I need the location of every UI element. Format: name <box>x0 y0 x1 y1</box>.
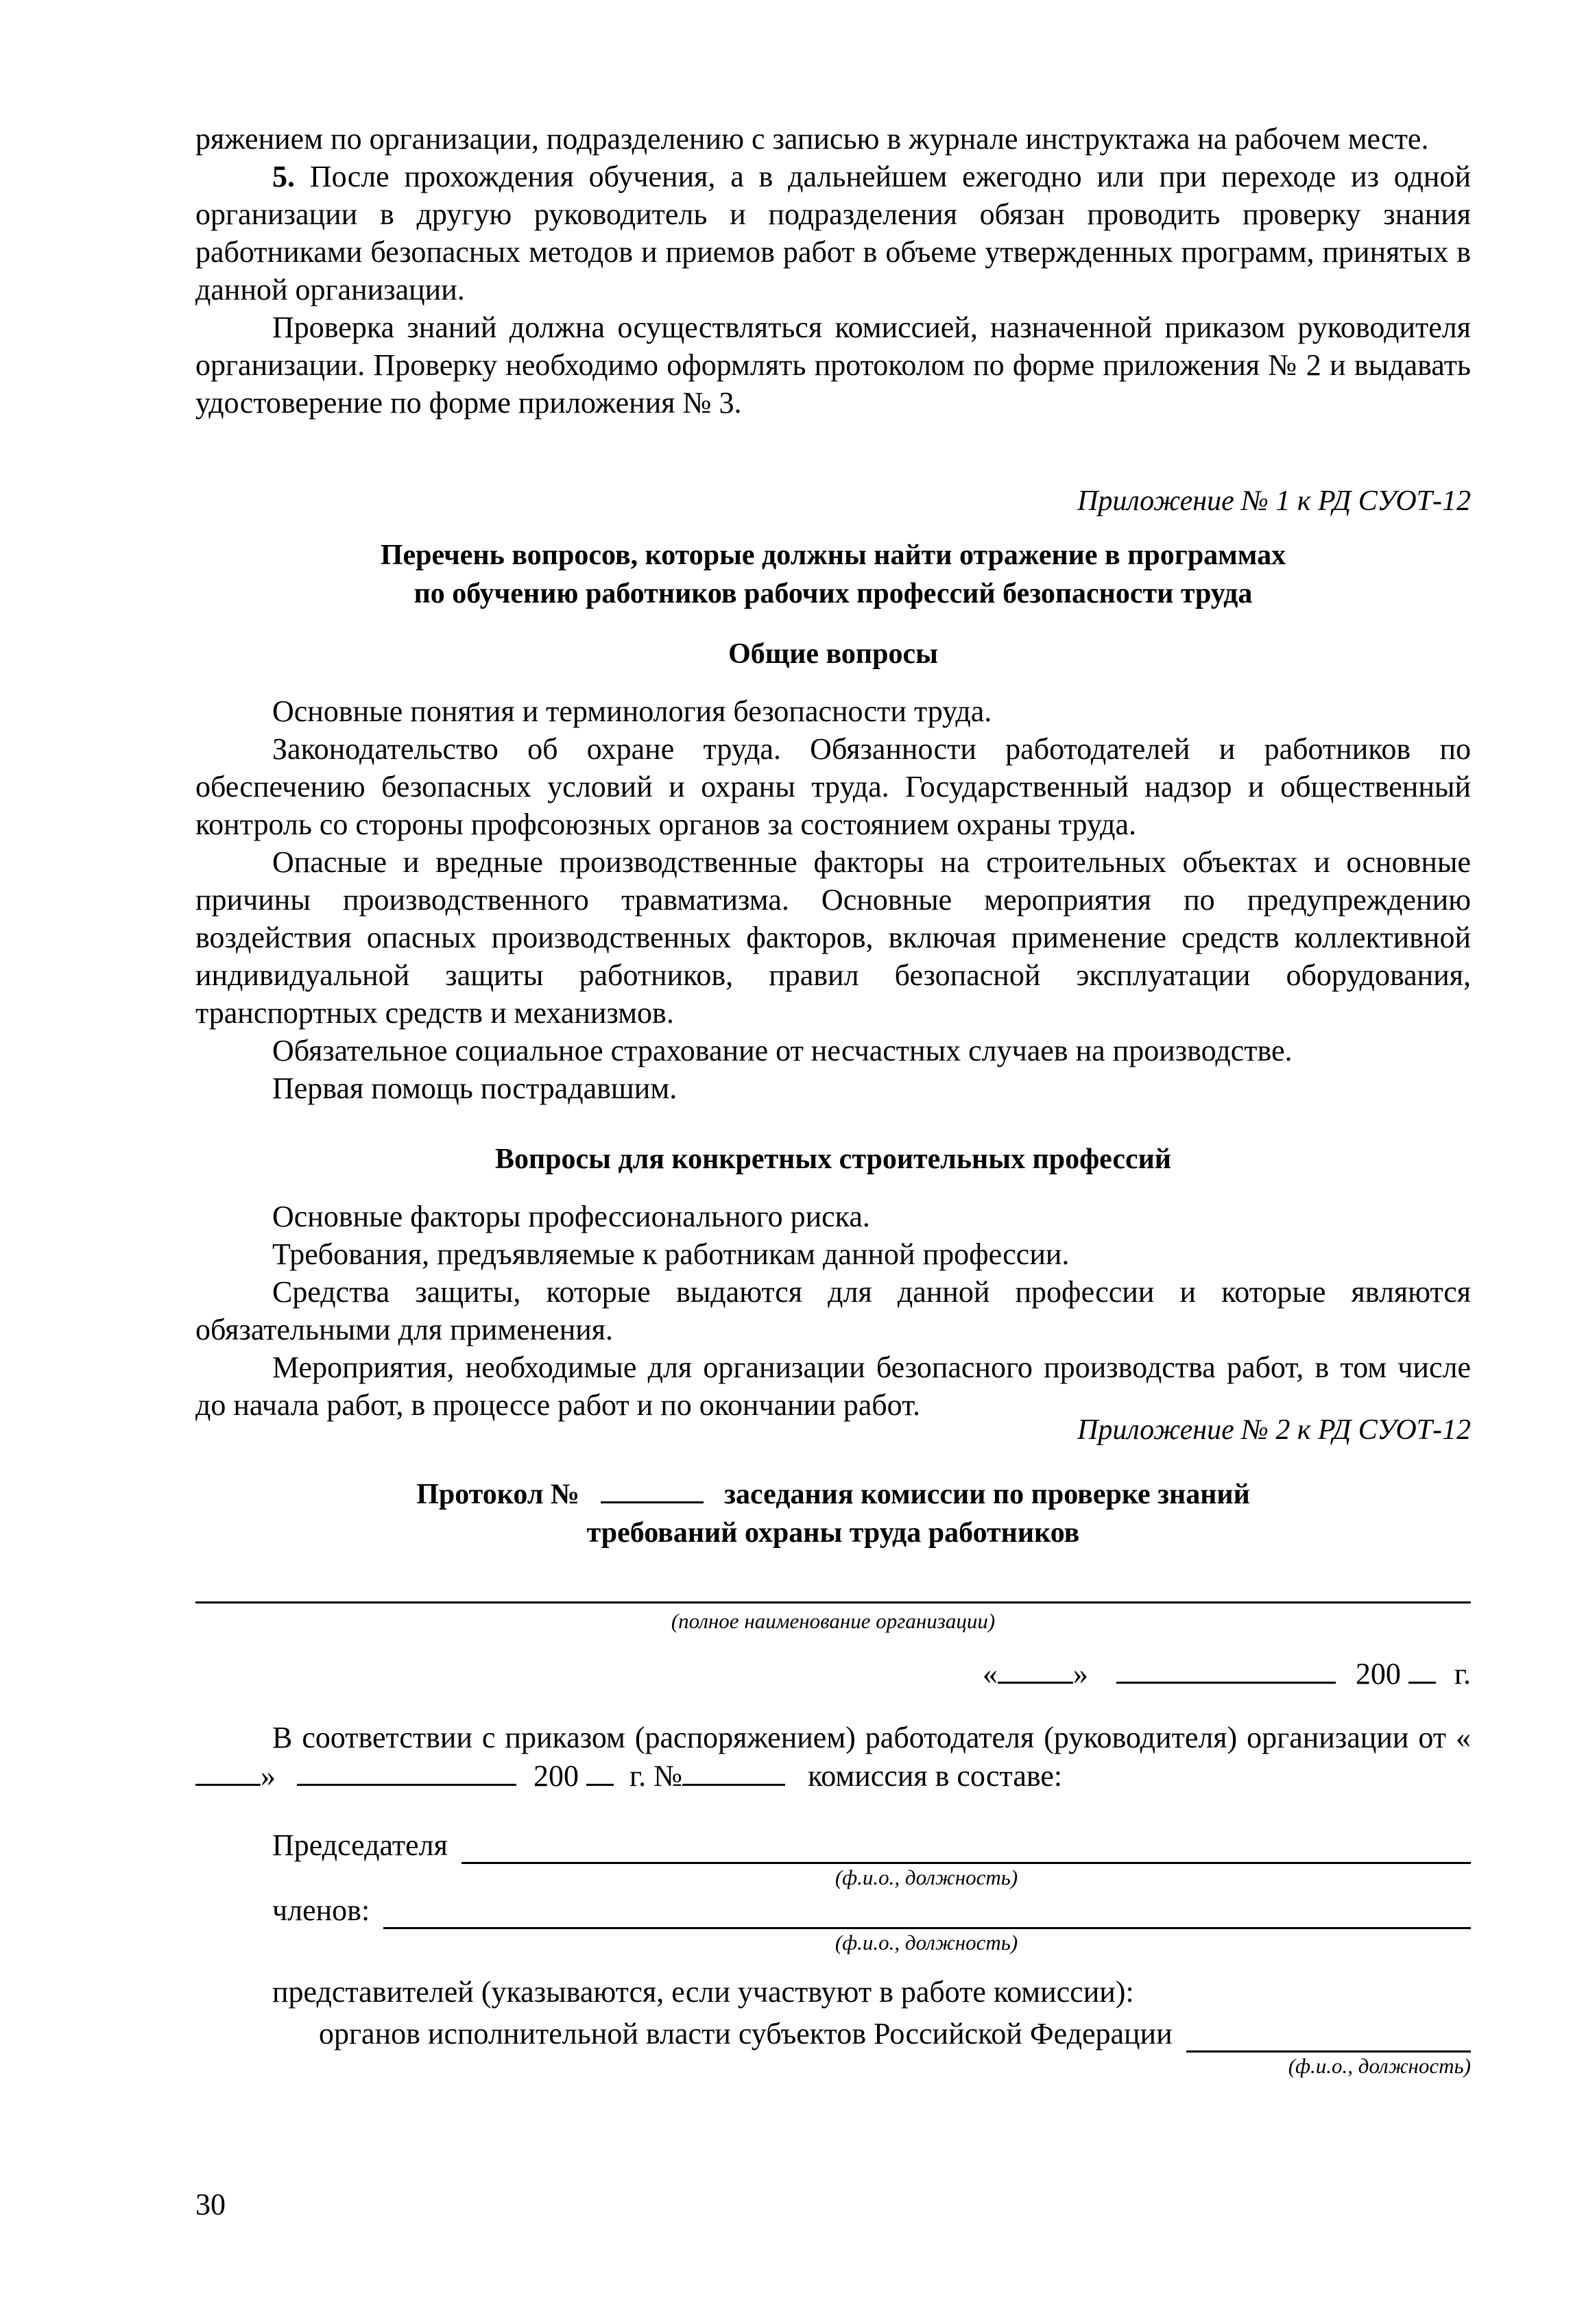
date-quote-open: « <box>982 1657 998 1691</box>
members-row <box>272 1891 1471 1929</box>
section-2-title: Вопросы для конкретных строительных профессий <box>494 1143 1172 1175</box>
section-1-item: Законодательство об охране труда. Обязанности работодателей и работников по обеспечению безопасных условий и охраны труда. Государственный надзор и общественный контроль со стороны профсоюзных органов за состоянием охраны труда. <box>195 732 1471 841</box>
year-prefix: 200 <box>1355 1657 1401 1691</box>
section-1-item: Первая помощь пострадавшим. <box>272 1072 677 1105</box>
item-number: 5. <box>272 160 295 193</box>
protocol-title-part-1: Протокол № <box>416 1479 580 1510</box>
chair-caption: (ф.и.о., должность) <box>835 1865 1018 1889</box>
section-2-list <box>195 1198 1471 1424</box>
section-1-item: Основные понятия и терминология безопасности труда. <box>272 694 992 728</box>
appendix-1 <box>195 483 1471 1424</box>
order-number-blank <box>682 1756 785 1786</box>
order-year: 200 <box>533 1759 579 1793</box>
year-blank <box>1408 1654 1436 1684</box>
authorities-caption: (ф.и.о., должность) <box>1288 2054 1471 2078</box>
order-day-blank <box>195 1756 261 1786</box>
members-line <box>383 1897 1471 1929</box>
appendix-1-title <box>195 536 1471 613</box>
chair-block <box>195 1826 1471 1891</box>
intro-paragraph-1: ряжением по организации, подразделению с записью в журнале инструктажа на рабочем месте. <box>195 122 1429 156</box>
order-year-blank <box>586 1756 614 1786</box>
intro-paragraph-2-text: После прохождения обучения, а в дальнейшем ежегодно или при переходе из одной организации в другую руководитель и подразделения обязан проводить проверку знания работниками безопасных методов и приемов работ в объеме утвержденных программ, принятых в данной организации. <box>195 160 1472 306</box>
protocol-title-line-1 <box>195 1474 1471 1514</box>
authorities-text: органов исполнительной власти субъектов Российской Федерации <box>319 2017 1173 2050</box>
authorities-line <box>1186 2020 1471 2053</box>
order-text-3: комиссия в составе: <box>808 1759 1063 1793</box>
authorities-row <box>319 2015 1471 2053</box>
chair-row <box>272 1826 1471 1864</box>
month-blank <box>1116 1654 1336 1684</box>
section-1-list <box>195 692 1471 1107</box>
organization-caption: (полное наименование организации) <box>671 1609 996 1633</box>
members-caption: (ф.и.о., должность) <box>835 1930 1018 1954</box>
section-2-item: Мероприятия, необходимые для организации безопасного производства работ, в том числе до начала работ, в процессе работ и по окончании работ. <box>195 1351 1471 1422</box>
protocol-number-blank <box>601 1474 704 1503</box>
order-paragraph <box>195 1719 1471 1795</box>
appendix-2-label: Приложение № 2 к РД СУОТ-12 <box>1077 1414 1471 1446</box>
appendix-2 <box>195 1412 1471 2080</box>
order-month-blank <box>297 1756 516 1786</box>
section-1-item: Опасные и вредные производственные факторы на строительных объектах и основные причины производственного травматизма. Основные мероприятия по предупреждению воздействия опасных производственных факторов, включая применение средств коллективной индивидуальной защиты работников, правил безопасной эксплуатации оборудования, транспортных средств и механизмов. <box>195 845 1471 1030</box>
members-label: членов: <box>272 1893 370 1927</box>
order-text-2: » <box>261 1759 276 1793</box>
year-suffix: г. <box>1454 1657 1471 1691</box>
protocol-title-line-2: требований охраны труда работников <box>586 1517 1080 1549</box>
section-2-item: Средства защиты, которые выдаются для данной профессии и которые являются обязательными для применения. <box>195 1275 1471 1346</box>
protocol-title <box>195 1474 1471 1552</box>
appendix-1-label: Приложение № 1 к РД СУОТ-12 <box>1077 485 1471 517</box>
intro-block <box>195 120 1471 422</box>
appendix-1-title-line-2: по обучению работников рабочих профессий безопасности труда <box>413 578 1253 609</box>
appendix-1-title-line-1: Перечень вопросов, которые должны найти отражение в программах <box>380 540 1286 571</box>
chair-label: Председателя <box>272 1828 448 1862</box>
day-blank <box>998 1654 1073 1684</box>
organization-name-line <box>195 1601 1471 1603</box>
section-1-item: Обязательное социальное страхование от несчастных случаев на производстве. <box>272 1034 1293 1067</box>
representatives-text: представителей (указываются, если участвуют в работе комиссии): <box>272 1975 1134 2009</box>
page-number: 30 <box>195 2188 226 2221</box>
order-text-1: В соответствии с приказом (распоряжением) работодателя (руководителя) организации от « <box>272 1721 1471 1754</box>
order-g: г. № <box>629 1759 683 1793</box>
protocol-title-part-2: заседания комиссии по проверке знаний <box>724 1479 1250 1510</box>
date-line <box>195 1654 1471 1693</box>
intro-paragraph-2 <box>195 158 1471 308</box>
intro-paragraph-3: Проверка знаний должна осуществляться комиссией, назначенной приказом руководителя организации. Проверку необходимо оформлять протоколом по форме приложения № 2 и выдавать удостоверение по форме приложения № 3. <box>195 311 1471 420</box>
members-block <box>195 1891 1471 1957</box>
date-quote-close: » <box>1072 1657 1088 1691</box>
section-2-item: Основные факторы профессионального риска. <box>272 1200 870 1233</box>
authorities-block <box>195 2015 1471 2080</box>
section-2-item: Требования, предъявляемые к работникам данной профессии. <box>272 1237 1070 1271</box>
section-1-title: Общие вопросы <box>728 638 938 670</box>
chair-line <box>461 1832 1471 1864</box>
